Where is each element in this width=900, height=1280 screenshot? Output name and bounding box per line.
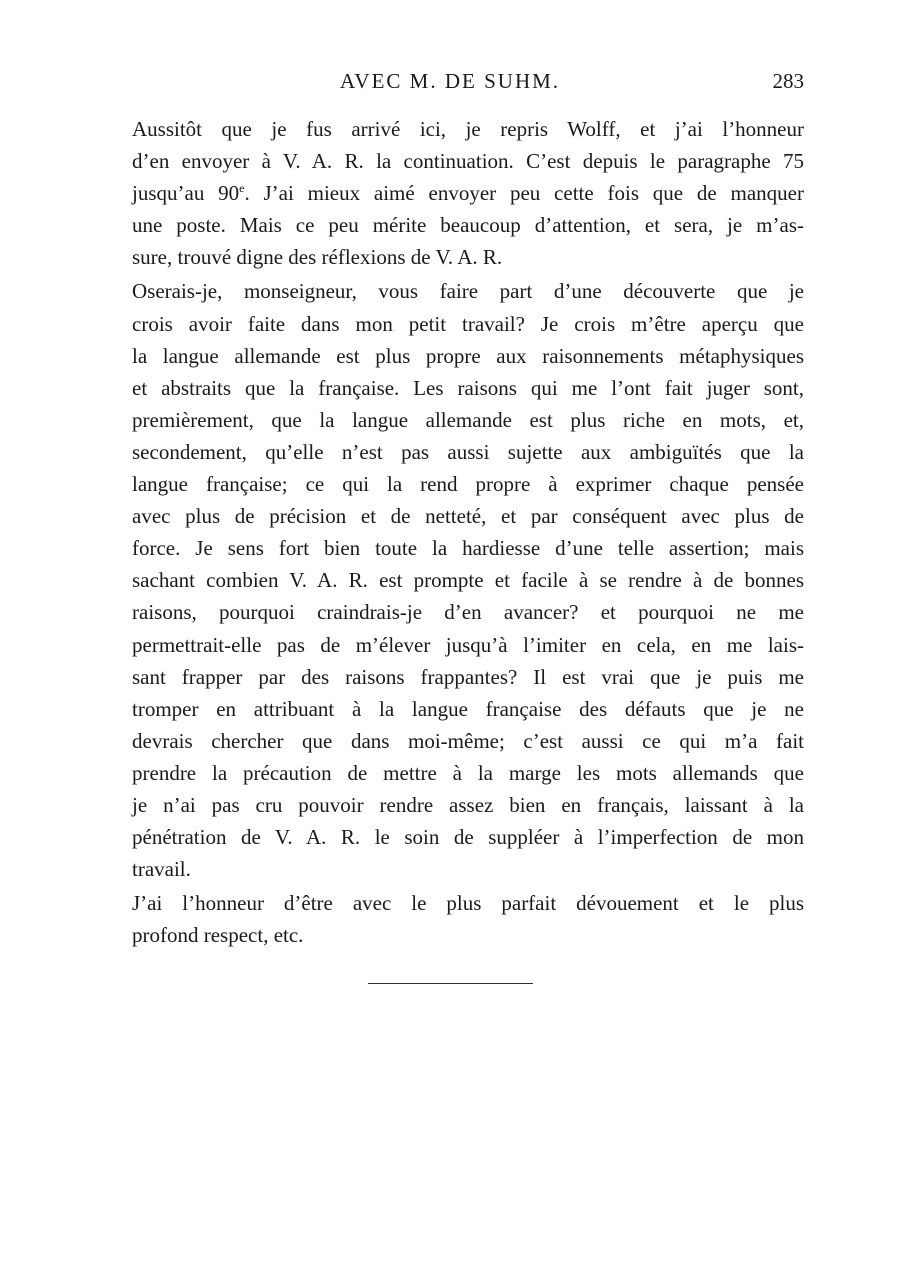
text-line: J’ai l’honneur d’être avec le plus parfait dévouement et le plus [132, 891, 804, 916]
text-line: sure, trouvé digne des réflexions de V. A. R. [132, 245, 503, 270]
text-line: une poste. Mais ce peu mérite beaucoup d’attention, et sera, je m’as- [132, 213, 804, 238]
text-line: travail. [132, 857, 191, 882]
text-line: tromper en attribuant à la langue française des défauts que je ne [132, 696, 804, 721]
paragraph-3 [96, 887, 804, 951]
text-fragment: . J’ai mieux aimé envoyer peu cette fois que de manquer [244, 181, 804, 206]
page-number: 283 [772, 69, 804, 93]
running-title: AVEC M. DE SUHM. [339, 69, 561, 93]
end-rule [368, 983, 533, 984]
text-line: raisons, pourquoi craindrais-je d’en avancer? et pourquoi ne me [132, 600, 804, 625]
text-line [96, 177, 804, 209]
text-line: sachant combien V. A. R. est prompte et facile à se rendre à de bonnes [132, 568, 804, 593]
text-line: force. Je sens fort bien toute la hardiesse d’une telle assertion; mais [132, 536, 804, 561]
text-fragment: jusqu’au 90 [132, 181, 240, 206]
superscript: e [239, 181, 245, 196]
text-line: prendre la précaution de mettre à la marge les mots allemands que [132, 760, 804, 785]
text-line: d’en envoyer à V. A. R. la continuation. C’est depuis le paragraphe 75 [132, 149, 804, 174]
paragraph-1 [96, 113, 804, 273]
text-line: sant frapper par des raisons frappantes? Il est vrai que je puis me [132, 664, 804, 689]
text-line: avec plus de précision et de netteté, et par conséquent avec plus de [132, 504, 804, 529]
text-line: langue française; ce qui la rend propre à exprimer chaque pensée [132, 472, 804, 497]
text-line: je n’ai pas cru pouvoir rendre assez bien en français, laissant à la [132, 792, 804, 817]
text-line: devrais chercher que dans moi-même; c’est aussi ce qui m’a fait [132, 728, 804, 753]
text-line: permettrait-elle pas de m’élever jusqu’à l’imiter en cela, en me lais- [132, 632, 804, 657]
text-line: profond respect, etc. [132, 923, 304, 948]
text-line: et abstraits que la française. Les raisons qui me l’ont fait juger sont, [132, 375, 804, 400]
text-line: crois avoir faite dans mon petit travail? Je crois m’être aperçu que [132, 311, 804, 336]
paragraph-2 [96, 275, 804, 885]
text-line: pénétration de V. A. R. le soin de suppléer à l’imperfection de mon [132, 825, 804, 850]
running-head [96, 66, 804, 96]
text-line: premièrement, que la langue allemande est plus riche en mots, et, [132, 407, 804, 432]
text-line: Oserais-je, monseigneur, vous faire part d’une découverte que je [132, 279, 804, 304]
text-line: secondement, qu’elle n’est pas aussi sujette aux ambiguïtés que la [132, 439, 804, 464]
body-text [96, 113, 804, 953]
text-line: Aussitôt que je fus arrivé ici, je repris Wolff, et j’ai l’honneur [132, 117, 804, 141]
text-line: la langue allemande est plus propre aux raisonnements métaphysiques [132, 343, 804, 368]
